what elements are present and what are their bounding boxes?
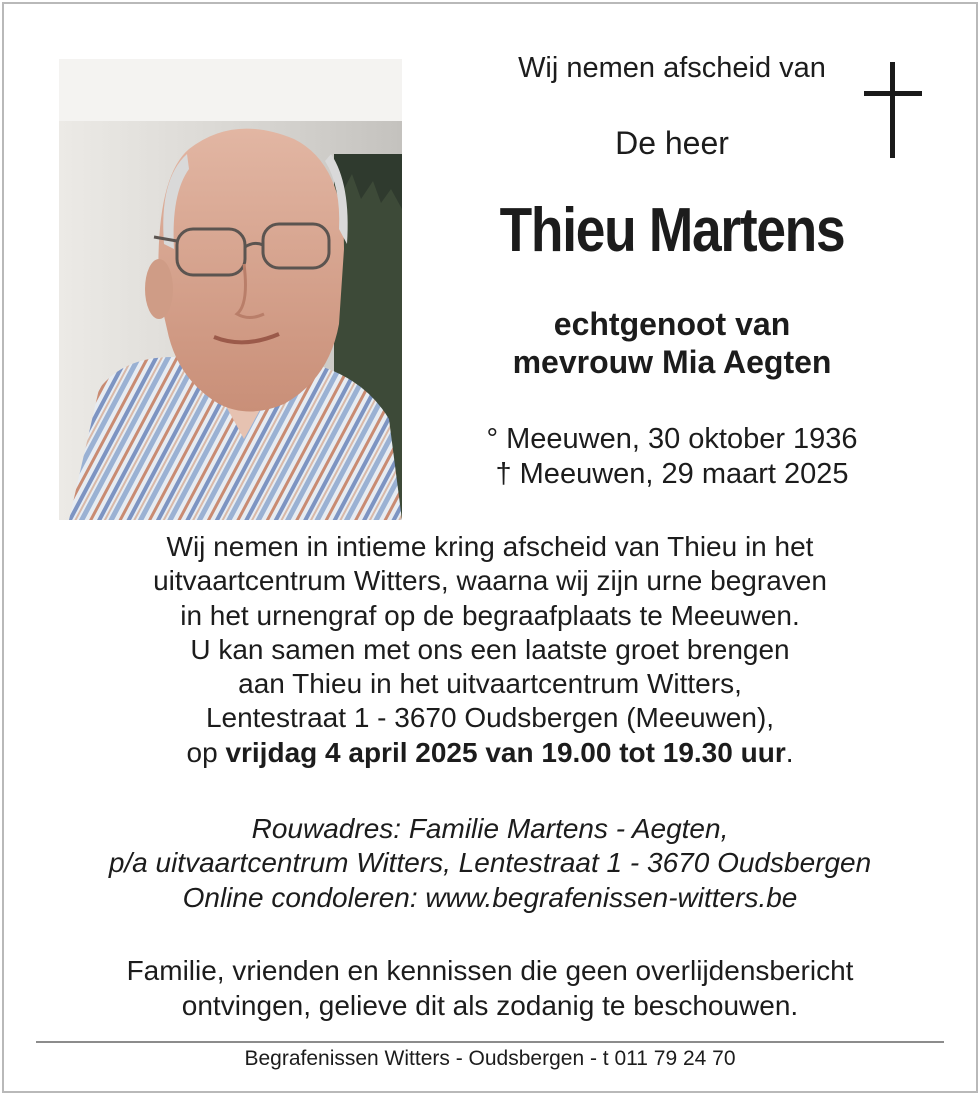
body-line: uitvaartcentrum Witters, waarna wij zijn urne begraven — [153, 565, 827, 597]
notice-line: ontvingen, gelieve dit als zodanig te beschouwen. — [181, 990, 799, 1021]
body-line: U kan samen met ons een laatste groet brengen — [190, 633, 790, 665]
notice-text — [40, 953, 940, 1023]
intro-text: Wij nemen afscheid van — [518, 52, 826, 84]
visitation-line — [40, 736, 940, 770]
visitation-datetime: vrijdag 4 april 2025 van 19.00 tot 19.30 uur — [225, 736, 786, 768]
mourning-address — [40, 812, 940, 915]
death-date: † Meeuwen, 29 maart 2025 — [495, 458, 849, 490]
deceased-name: Thieu Martens — [499, 196, 845, 265]
address-line: p/a uitvaartcentrum Witters, Lentestraat 1 - 3670 Oudsbergen — [108, 847, 872, 879]
visitation-suffix: . — [785, 736, 794, 768]
footer-divider — [36, 1041, 944, 1043]
ceremony-announcement — [40, 530, 940, 770]
body-line: aan Thieu in het uitvaartcentrum Witters, — [238, 668, 742, 700]
body-line: in het urnengraf op de begraafplaats te Meeuwen. — [180, 599, 800, 631]
condolence-link[interactable]: Online condoleren: www.begrafenissen-witters.be — [182, 881, 798, 913]
spouse-line-2: mevrouw Mia Aegten — [512, 344, 832, 380]
address-line: Rouwadres: Familie Martens - Aegten, — [251, 813, 729, 844]
visitation-prefix: op — [186, 736, 226, 768]
spouse-info — [462, 305, 882, 381]
notice-line: Familie, vrienden en kennissen die geen overlijdensbericht — [126, 955, 854, 986]
life-dates — [462, 422, 882, 492]
body-line: Lentestraat 1 - 3670 Oudsbergen (Meeuwen), — [205, 702, 775, 734]
birth-date: ° Meeuwen, 30 oktober 1936 — [486, 423, 858, 455]
portrait-photo — [59, 59, 402, 520]
funeral-home-footer: Begrafenissen Witters - Oudsbergen - t 011 79 24 70 — [244, 1047, 736, 1070]
spouse-line-1: echtgenoot van — [553, 306, 791, 342]
body-line: Wij nemen in intieme kring afscheid van Thieu in het — [166, 531, 814, 562]
honorific: De heer — [615, 125, 729, 161]
